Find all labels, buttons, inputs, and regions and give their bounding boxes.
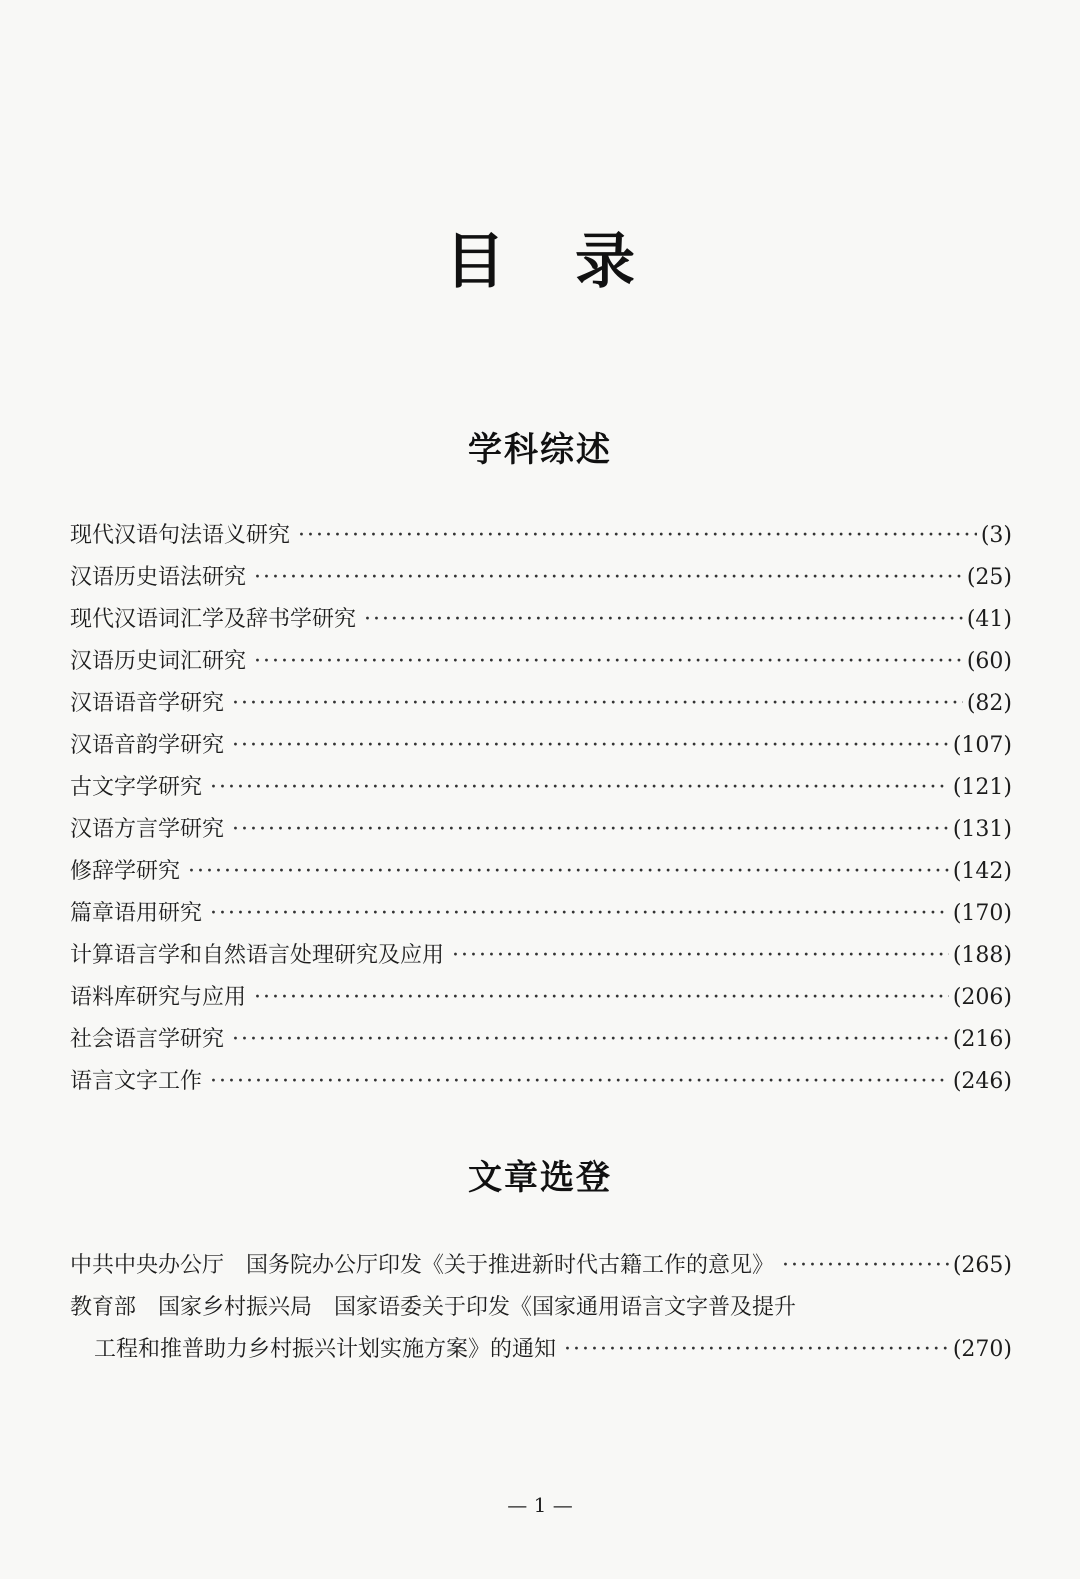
dot-leader bbox=[254, 977, 949, 1019]
toc-entry-title: 篇章语用研究 bbox=[70, 901, 203, 926]
toc-entry[interactable] bbox=[70, 1019, 1012, 1061]
toc-entry-page: (188) bbox=[952, 943, 1012, 968]
toc-entry-page: (41) bbox=[966, 607, 1012, 632]
toc-entry-page: (60) bbox=[966, 649, 1012, 674]
toc-entry[interactable] bbox=[70, 557, 1012, 599]
toc-entry-title: 汉语历史词汇研究 bbox=[70, 649, 247, 674]
toc-entry[interactable] bbox=[70, 977, 1012, 1019]
toc-entry-title: 汉语音韵学研究 bbox=[70, 733, 225, 758]
toc-entry-page: (246) bbox=[952, 1069, 1012, 1094]
toc-entry-page: (170) bbox=[952, 901, 1012, 926]
toc-entry-title: 语言文字工作 bbox=[70, 1069, 203, 1094]
toc-entry-page: (3) bbox=[980, 523, 1012, 548]
section-heading-articles: 文章选登 bbox=[468, 1158, 612, 1198]
dot-leader bbox=[232, 809, 949, 851]
toc-entry[interactable] bbox=[70, 809, 1012, 851]
toc-entry[interactable] bbox=[70, 683, 1012, 725]
dot-leader bbox=[232, 1019, 949, 1061]
toc-entry-title: 汉语语音学研究 bbox=[70, 691, 225, 716]
toc-entry[interactable] bbox=[70, 935, 1012, 977]
dot-leader bbox=[188, 851, 949, 893]
toc-list-articles bbox=[70, 1245, 1012, 1371]
page-title: 目录 bbox=[445, 227, 705, 297]
toc-entry-page: (121) bbox=[952, 775, 1012, 800]
section-heading-overview: 学科综述 bbox=[468, 430, 612, 470]
toc-entry-page: (216) bbox=[952, 1027, 1012, 1052]
toc-entry-page: (265) bbox=[952, 1253, 1012, 1278]
toc-entry[interactable] bbox=[70, 599, 1012, 641]
toc-entry-title-continued: 工程和推普助力乡村振兴计划实施方案》的通知 bbox=[94, 1337, 557, 1362]
toc-entry-page: (142) bbox=[952, 859, 1012, 884]
toc-entry[interactable] bbox=[70, 1061, 1012, 1103]
toc-entry[interactable] bbox=[70, 1287, 1012, 1329]
toc-entry-title: 修辞学研究 bbox=[70, 859, 181, 884]
toc-entry-title: 社会语言学研究 bbox=[70, 1027, 225, 1052]
toc-entry[interactable] bbox=[70, 725, 1012, 767]
toc-entry-page: (131) bbox=[952, 817, 1012, 842]
toc-entry-page: (107) bbox=[952, 733, 1012, 758]
toc-entry-title: 现代汉语句法语义研究 bbox=[70, 523, 291, 548]
dot-leader bbox=[364, 599, 963, 641]
dot-leader bbox=[564, 1329, 949, 1371]
toc-entry-title: 汉语方言学研究 bbox=[70, 817, 225, 842]
dot-leader bbox=[254, 641, 963, 683]
toc-entry[interactable] bbox=[70, 767, 1012, 809]
dot-leader bbox=[232, 683, 963, 725]
toc-entry-page: (206) bbox=[952, 985, 1012, 1010]
toc-entry[interactable] bbox=[70, 893, 1012, 935]
toc-entry-title: 语料库研究与应用 bbox=[70, 985, 247, 1010]
toc-entry-title: 中共中央办公厅 国务院办公厅印发《关于推进新时代古籍工作的意见》 bbox=[70, 1253, 775, 1278]
toc-entry-title: 计算语言学和自然语言处理研究及应用 bbox=[70, 943, 445, 968]
dot-leader bbox=[254, 557, 963, 599]
toc-entry[interactable] bbox=[70, 515, 1012, 557]
toc-entry-title: 教育部 国家乡村振兴局 国家语委关于印发《国家通用语言文字普及提升 bbox=[70, 1295, 797, 1320]
dot-leader bbox=[210, 767, 949, 809]
toc-list-overview bbox=[70, 515, 1012, 1103]
dot-leader bbox=[210, 893, 949, 935]
page-number-footer: — 1 — bbox=[507, 1493, 573, 1517]
dot-leader bbox=[298, 515, 977, 557]
toc-entry-title: 现代汉语词汇学及辞书学研究 bbox=[70, 607, 357, 632]
toc-entry[interactable] bbox=[70, 851, 1012, 893]
toc-entry-continuation[interactable] bbox=[70, 1329, 1012, 1371]
toc-entry-page: (270) bbox=[952, 1337, 1012, 1362]
dot-leader bbox=[232, 725, 949, 767]
toc-entry-title: 古文字学研究 bbox=[70, 775, 203, 800]
toc-entry-page: (25) bbox=[966, 565, 1012, 590]
toc-entry[interactable] bbox=[70, 1245, 1012, 1287]
dot-leader bbox=[452, 935, 949, 977]
dot-leader bbox=[210, 1061, 949, 1103]
dot-leader bbox=[782, 1245, 949, 1287]
toc-entry-title: 汉语历史语法研究 bbox=[70, 565, 247, 590]
toc-entry-page: (82) bbox=[966, 691, 1012, 716]
toc-entry[interactable] bbox=[70, 641, 1012, 683]
